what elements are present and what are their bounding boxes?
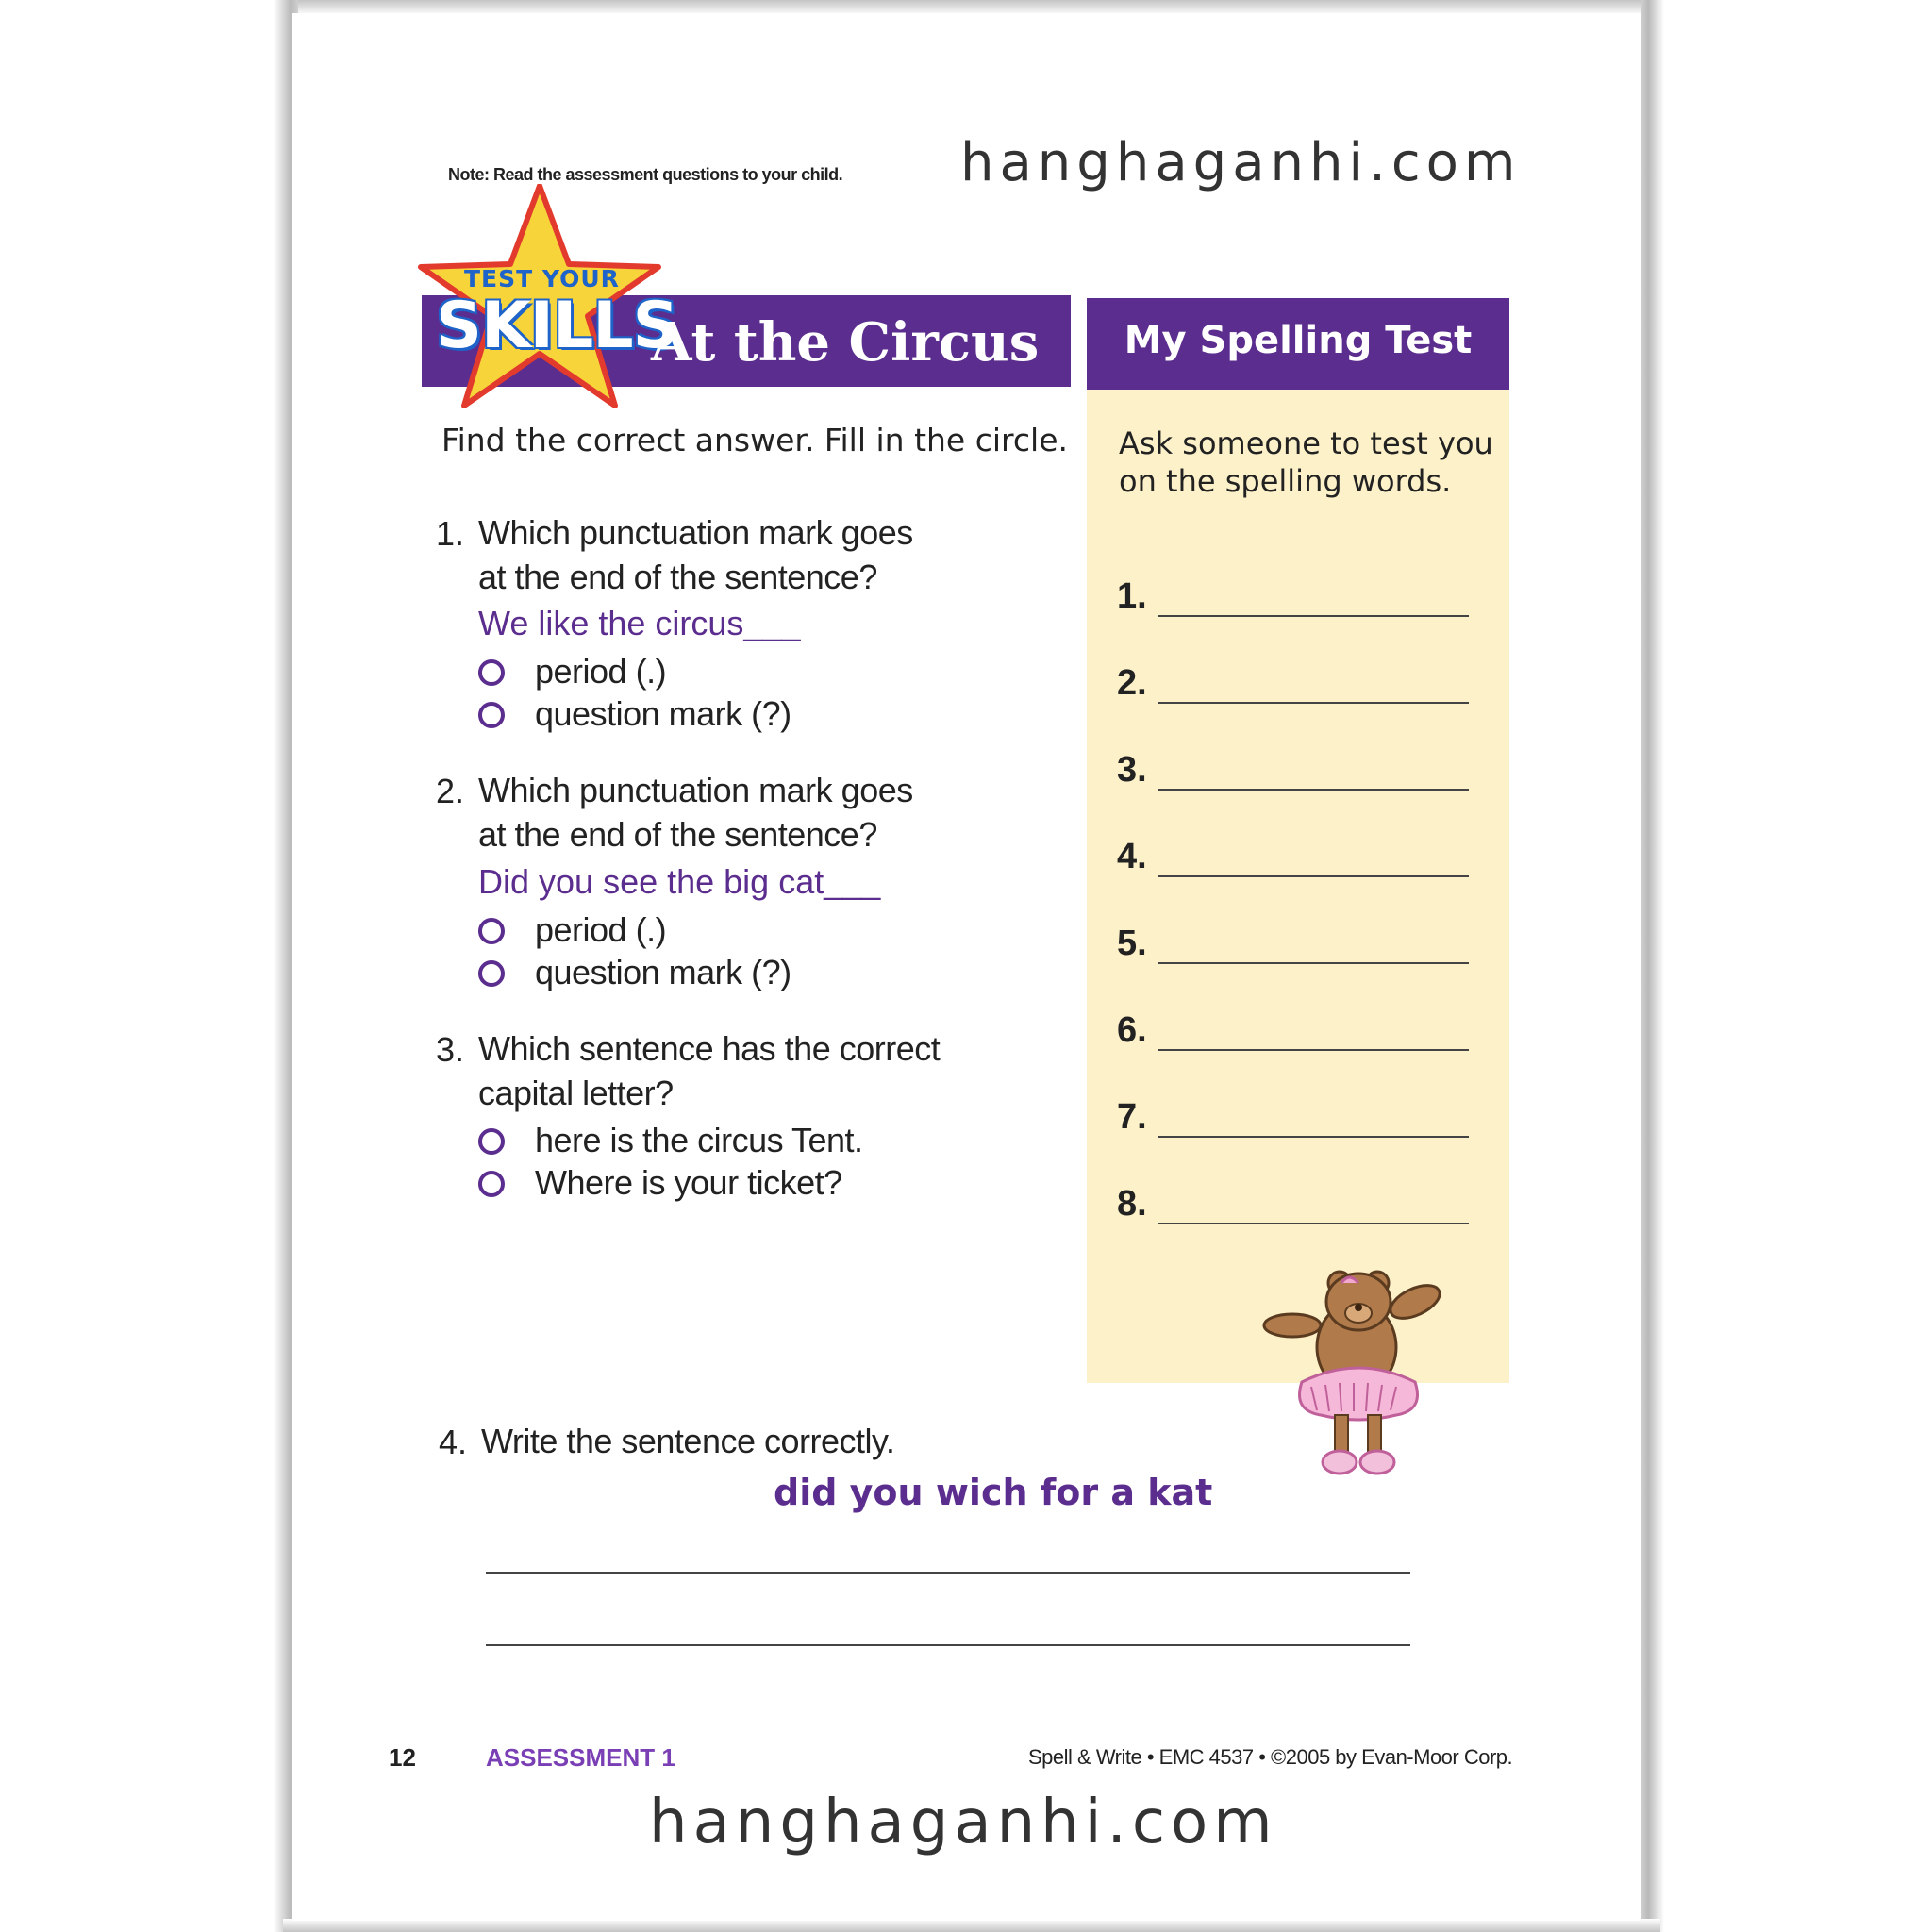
spelling-row-number: 4. <box>1117 837 1147 876</box>
spelling-row-number: 2. <box>1117 663 1147 703</box>
spelling-row-number: 6. <box>1117 1010 1147 1050</box>
bear-ballerina-icon <box>1236 1264 1472 1491</box>
answer-option-label: here is the circus Tent. <box>535 1121 863 1159</box>
answer-radio[interactable] <box>478 1128 505 1155</box>
spelling-row[interactable] <box>1117 1096 1475 1143</box>
spelling-row[interactable] <box>1117 1183 1475 1230</box>
answer-option-label: period (.) <box>535 652 667 691</box>
parent-note: Note: Read the assessment questions to your child. <box>448 165 843 184</box>
spelling-row-number: 7. <box>1117 1097 1147 1137</box>
question-number: 4. <box>439 1423 468 1461</box>
spelling-answer-line[interactable] <box>1158 615 1469 617</box>
spelling-row-number: 1. <box>1117 576 1147 616</box>
question-text-line: Which punctuation mark goes <box>478 513 913 552</box>
question-sentence: did you wich for a kat <box>774 1472 1213 1513</box>
badge-small-text: TEST YOUR <box>464 265 620 292</box>
question-number: 1. <box>436 514 465 553</box>
assessment-label: ASSESSMENT 1 <box>486 1743 675 1772</box>
question-number: 2. <box>436 772 465 810</box>
spelling-answer-line[interactable] <box>1158 962 1469 964</box>
question-text-line: at the end of the sentence? <box>478 815 877 854</box>
spelling-answer-line[interactable] <box>1158 1136 1469 1138</box>
watermark-top: hanghaganhi.com <box>960 132 1522 193</box>
question-text-line: capital letter? <box>478 1074 674 1112</box>
spelling-row[interactable] <box>1117 575 1475 623</box>
spelling-answer-line[interactable] <box>1158 789 1469 791</box>
answer-radio[interactable] <box>478 1171 505 1197</box>
spelling-row[interactable] <box>1117 923 1475 970</box>
question-number: 3. <box>436 1030 465 1069</box>
answer-option-label: Where is your ticket? <box>535 1163 842 1202</box>
answer-radio[interactable] <box>478 918 505 944</box>
answer-radio[interactable] <box>478 960 505 987</box>
question-text-line: Write the sentence correctly. <box>481 1422 895 1460</box>
question-text-line: Which punctuation mark goes <box>478 771 913 809</box>
page-number: 12 <box>389 1743 416 1772</box>
answer-option-label: period (.) <box>535 910 667 949</box>
spelling-test-instruction: Ask someone to test you on the spelling words. <box>1119 425 1493 499</box>
page-shadow-bottom <box>283 1919 1660 1932</box>
spelling-row[interactable] <box>1117 1009 1475 1057</box>
question-text-line: Which sentence has the correct <box>478 1029 941 1068</box>
question-sentence: We like the circus___ <box>478 604 801 642</box>
answer-option-label: question mark (?) <box>535 694 791 733</box>
writing-line[interactable] <box>486 1644 1410 1646</box>
answer-option-label: question mark (?) <box>535 953 791 991</box>
spelling-row-number: 3. <box>1117 750 1147 790</box>
spelling-answer-line[interactable] <box>1158 702 1469 704</box>
watermark-bottom: hanghaganhi.com <box>649 1788 1278 1857</box>
spelling-answer-line[interactable] <box>1158 875 1469 877</box>
spelling-answer-line[interactable] <box>1158 1223 1469 1224</box>
spelling-row[interactable] <box>1117 836 1475 883</box>
answer-radio[interactable] <box>478 702 505 728</box>
spelling-row[interactable] <box>1117 662 1475 709</box>
question-sentence: Did you see the big cat___ <box>478 862 881 901</box>
page-shadow-right <box>1641 0 1664 1932</box>
spelling-answer-line[interactable] <box>1158 1049 1469 1051</box>
spelling-test-title: My Spelling Test <box>1124 319 1473 362</box>
spelling-row-number: 5. <box>1117 924 1147 963</box>
badge-big-text: SKILLS <box>436 289 678 363</box>
worksheet-instruction: Find the correct answer. Fill in the circle. <box>441 422 1068 458</box>
page-title: At the Circus <box>651 311 1040 374</box>
spelling-row-number: 8. <box>1117 1184 1147 1224</box>
question-text-line: at the end of the sentence? <box>478 558 877 596</box>
copyright-credit: Spell & Write • EMC 4537 • ©2005 by Evan-Moor Corp. <box>1028 1745 1513 1769</box>
writing-line[interactable] <box>486 1572 1410 1574</box>
answer-radio[interactable] <box>478 659 505 686</box>
spelling-row[interactable] <box>1117 749 1475 796</box>
